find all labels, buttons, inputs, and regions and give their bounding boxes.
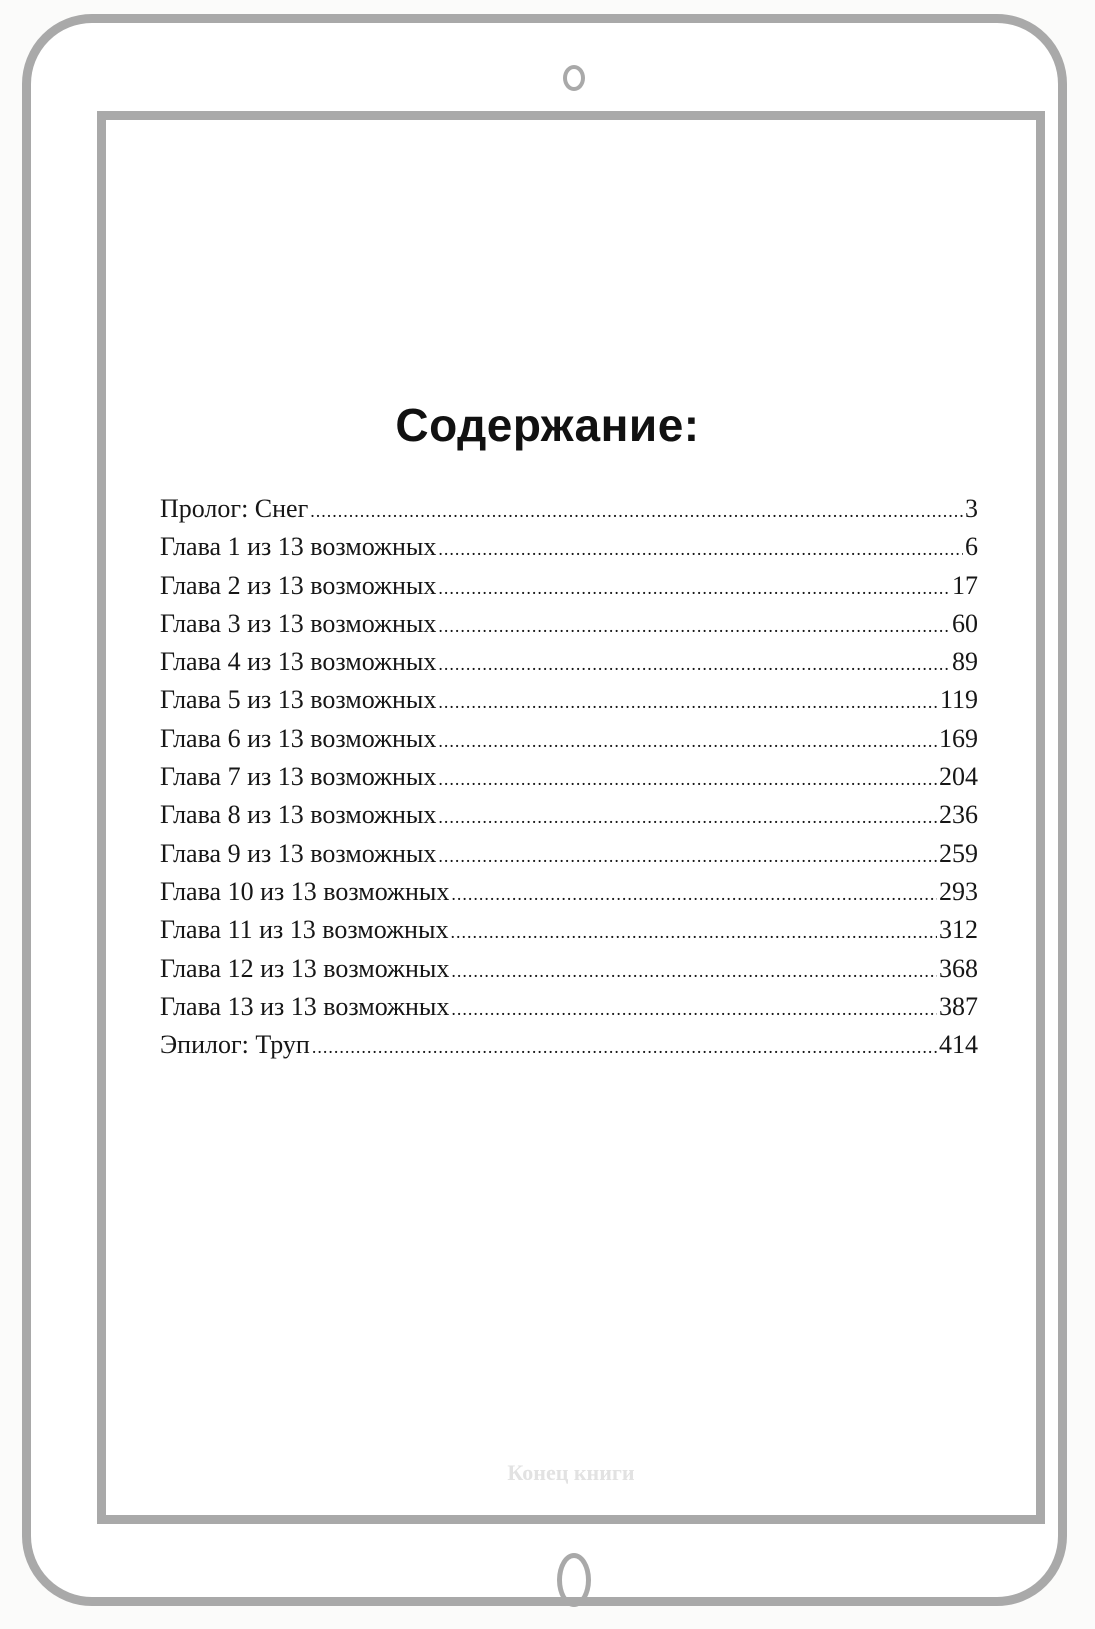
leader-dots	[438, 539, 963, 560]
toc-entry-label: Глава 5 из 13 возможных	[160, 685, 437, 715]
toc-entry-label: Глава 12 из 13 возможных	[160, 953, 450, 983]
toc-entry-label: Глава 7 из 13 возможных	[160, 762, 437, 792]
toc-entry-page: 89	[952, 647, 978, 677]
toc-entry	[160, 532, 978, 570]
leader-dots	[450, 922, 937, 943]
leader-dots	[451, 884, 937, 905]
toc-entry	[160, 762, 978, 800]
toc-entry-page: 119	[939, 685, 978, 715]
toc-entry	[160, 954, 978, 992]
toc-entry	[160, 992, 978, 1030]
toc-entry-page: 368	[939, 953, 978, 983]
toc-entry	[160, 494, 978, 532]
leader-dots	[451, 961, 937, 982]
toc-entry-label: Глава 9 из 13 возможных	[160, 838, 437, 868]
toc-entry-label: Глава 13 из 13 возможных	[160, 991, 450, 1021]
leader-dots	[310, 501, 963, 522]
toc-entry-page: 414	[939, 1030, 978, 1060]
toc-entry	[160, 839, 978, 877]
leader-dots	[438, 846, 937, 867]
home-button-icon	[557, 1553, 591, 1607]
toc-entry-page: 6	[965, 532, 978, 562]
toc-entry-label: Глава 8 из 13 возможных	[160, 800, 437, 830]
toc-entry	[160, 800, 978, 838]
leader-dots	[451, 999, 937, 1020]
toc-entry-page: 169	[939, 723, 978, 753]
toc-entry-page: 236	[939, 800, 978, 830]
toc-entry-page: 293	[939, 876, 978, 906]
toc-entry-page: 312	[939, 915, 978, 945]
toc-entry	[160, 724, 978, 762]
toc-entry-page: 60	[952, 608, 978, 638]
toc-entry-page: 387	[939, 991, 978, 1021]
toc-entry-label: Глава 1 из 13 возможных	[160, 532, 437, 562]
camera-icon	[563, 65, 585, 91]
leader-dots	[438, 731, 937, 752]
toc-entry	[160, 647, 978, 685]
toc-entry-label: Глава 6 из 13 возможных	[160, 723, 437, 753]
leader-dots	[438, 616, 950, 637]
toc-entry	[160, 609, 978, 647]
toc-entry	[160, 877, 978, 915]
toc-entry-label: Эпилог: Труп	[160, 1030, 310, 1060]
leader-dots	[312, 1037, 937, 1058]
toc-entry-page: 3	[965, 494, 978, 523]
toc-entry-label: Пролог: Снег	[160, 494, 309, 523]
table-of-contents	[160, 494, 978, 1068]
toc-entry-page: 204	[939, 762, 978, 792]
leader-dots	[438, 654, 950, 675]
toc-entry	[160, 685, 978, 723]
show-through-end-label: Конец книги	[507, 1460, 635, 1485]
leader-dots	[438, 578, 950, 599]
toc-entry-label: Глава 10 из 13 возможных	[160, 876, 450, 906]
leader-dots	[438, 807, 937, 828]
toc-entry-label: Глава 4 из 13 возможных	[160, 647, 437, 677]
toc-entry	[160, 571, 978, 609]
leader-dots	[438, 692, 938, 713]
toc-title: Содержание:	[395, 399, 700, 451]
toc-entry	[160, 1030, 978, 1068]
toc-entry-label: Глава 3 из 13 возможных	[160, 608, 437, 638]
toc-entry-page: 259	[939, 838, 978, 868]
toc-entry-label: Глава 2 из 13 возможных	[160, 570, 437, 600]
toc-entry	[160, 915, 978, 953]
leader-dots	[438, 769, 937, 790]
toc-entry-label: Глава 11 из 13 возможных	[160, 915, 449, 945]
toc-entry-page: 17	[952, 570, 978, 600]
